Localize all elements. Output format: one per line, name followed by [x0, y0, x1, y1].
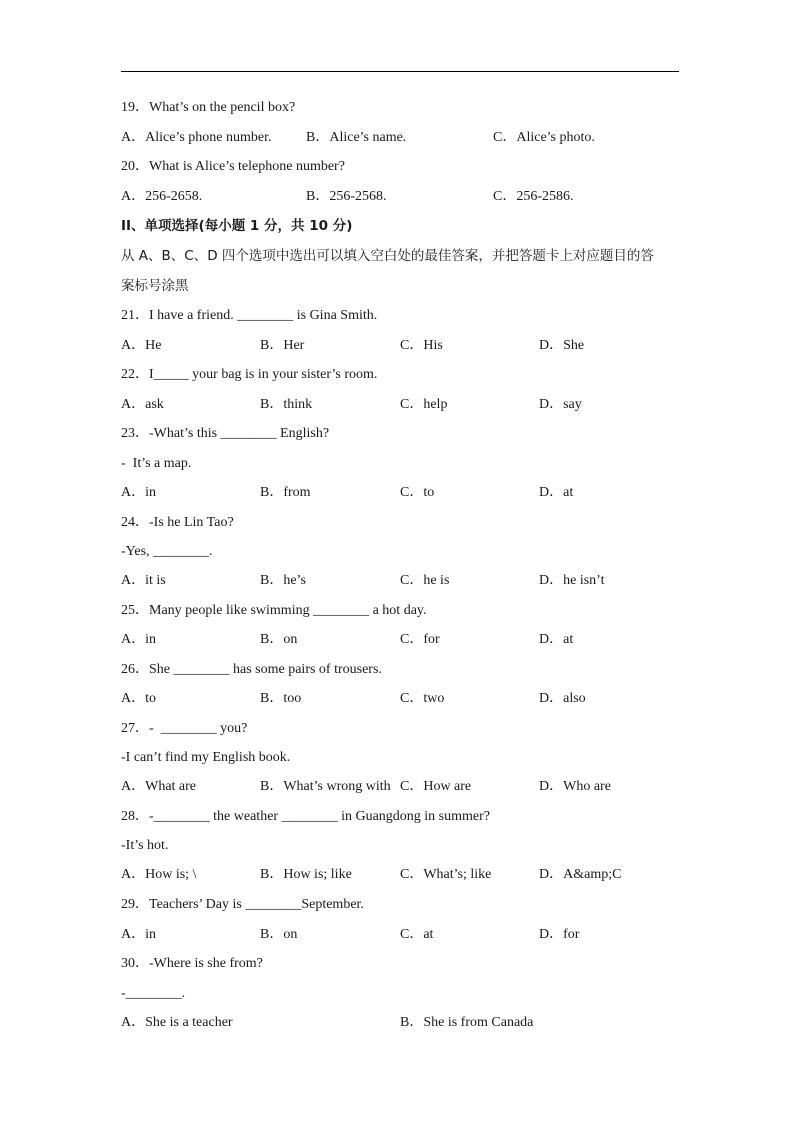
- q25-option-a[interactable]: A．in: [121, 632, 156, 647]
- q22-option-b[interactable]: B．think: [260, 397, 313, 412]
- header-rule: [121, 71, 679, 72]
- q21-option-c[interactable]: C．His: [400, 338, 443, 353]
- q22-option-c[interactable]: C．help: [400, 397, 448, 412]
- q27-option-b[interactable]: B．What’s wrong with: [260, 779, 391, 794]
- question-30-stem: 30．-Where is she from?: [121, 956, 263, 971]
- q23-option-a[interactable]: A．in: [121, 485, 156, 500]
- question-29-stem: 29．Teachers’ Day is ________September.: [121, 897, 364, 912]
- q23-option-d[interactable]: D．at: [539, 485, 574, 500]
- q24-option-a[interactable]: A．it is: [121, 573, 166, 588]
- q20-option-a[interactable]: A．256-2658.: [121, 189, 203, 204]
- section-instruction-line-1: 从 A、B、C、D 四个选项中选出可以填入空白处的最佳答案，并把答题卡上对应题目的答: [121, 248, 654, 264]
- question-24-reply: -Yes, ________.: [121, 544, 213, 559]
- question-25-stem: 25．Many people like swimming ________ a hot day.: [121, 603, 427, 618]
- question-24-stem: 24．-Is he Lin Tao?: [121, 515, 234, 530]
- q28-option-a[interactable]: A．How is; \: [121, 867, 197, 882]
- q21-option-d[interactable]: D．She: [539, 338, 585, 353]
- question-30-reply: -________.: [121, 986, 186, 1001]
- q23-option-b[interactable]: B．from: [260, 485, 311, 500]
- question-28-reply: -It’s hot.: [121, 838, 169, 853]
- q25-option-d[interactable]: D．at: [539, 632, 574, 647]
- question-26-stem: 26．She ________ has some pairs of trousers.: [121, 662, 382, 677]
- q29-option-b[interactable]: B．on: [260, 927, 298, 942]
- q25-option-c[interactable]: C．for: [400, 632, 440, 647]
- q21-option-a[interactable]: A．He: [121, 338, 162, 353]
- q29-option-a[interactable]: A．in: [121, 927, 156, 942]
- question-21-stem: 21．I have a friend. ________ is Gina Smith.: [121, 308, 378, 323]
- q27-option-d[interactable]: D．Who are: [539, 779, 611, 794]
- question-19-stem: 19．What’s on the pencil box?: [121, 100, 296, 115]
- q19-option-b[interactable]: B．Alice’s name.: [306, 130, 407, 145]
- question-22-stem: 22．I_____ your bag is in your sister’s room.: [121, 367, 378, 382]
- q23-option-c[interactable]: C．to: [400, 485, 435, 500]
- q19-option-a[interactable]: A．Alice’s phone number.: [121, 130, 272, 145]
- q20-option-c[interactable]: C．256-2586.: [493, 189, 574, 204]
- section-title: II、单项选择(每小题 1 分，共 10 分): [121, 218, 353, 234]
- q24-option-d[interactable]: D．he isn’t: [539, 573, 605, 588]
- q30-option-a[interactable]: A．She is a teacher: [121, 1015, 233, 1030]
- q26-option-b[interactable]: B．too: [260, 691, 302, 706]
- q29-option-c[interactable]: C．at: [400, 927, 434, 942]
- q29-option-d[interactable]: D．for: [539, 927, 580, 942]
- question-27-reply: -I can’t find my English book.: [121, 750, 291, 765]
- q25-option-b[interactable]: B．on: [260, 632, 298, 647]
- q19-option-c[interactable]: C．Alice’s photo.: [493, 130, 595, 145]
- question-20-stem: 20．What is Alice’s telephone number?: [121, 159, 345, 174]
- q24-option-c[interactable]: C．he is: [400, 573, 450, 588]
- q30-option-b[interactable]: B．She is from Canada: [400, 1015, 534, 1030]
- q27-option-c[interactable]: C．How are: [400, 779, 472, 794]
- q28-option-d[interactable]: D．A&amp;C: [539, 867, 622, 882]
- q22-option-d[interactable]: D．say: [539, 397, 582, 412]
- question-28-stem: 28．-________ the weather ________ in Guangdong in summer?: [121, 809, 490, 824]
- question-23-reply: - It’s a map.: [121, 456, 192, 471]
- q27-option-a[interactable]: A．What are: [121, 779, 197, 794]
- q26-option-d[interactable]: D．also: [539, 691, 586, 706]
- q22-option-a[interactable]: A．ask: [121, 397, 164, 412]
- q20-option-b[interactable]: B．256-2568.: [306, 189, 387, 204]
- question-23-stem: 23．-What’s this ________ English?: [121, 426, 330, 441]
- q28-option-c[interactable]: C．What’s; like: [400, 867, 492, 882]
- q24-option-b[interactable]: B．he’s: [260, 573, 306, 588]
- question-27-stem: 27．- ________ you?: [121, 721, 248, 736]
- q26-option-a[interactable]: A．to: [121, 691, 156, 706]
- section-instruction-line-2: 案标号涂黑: [121, 278, 189, 294]
- q21-option-b[interactable]: B．Her: [260, 338, 305, 353]
- q26-option-c[interactable]: C．two: [400, 691, 445, 706]
- q28-option-b[interactable]: B．How is; like: [260, 867, 352, 882]
